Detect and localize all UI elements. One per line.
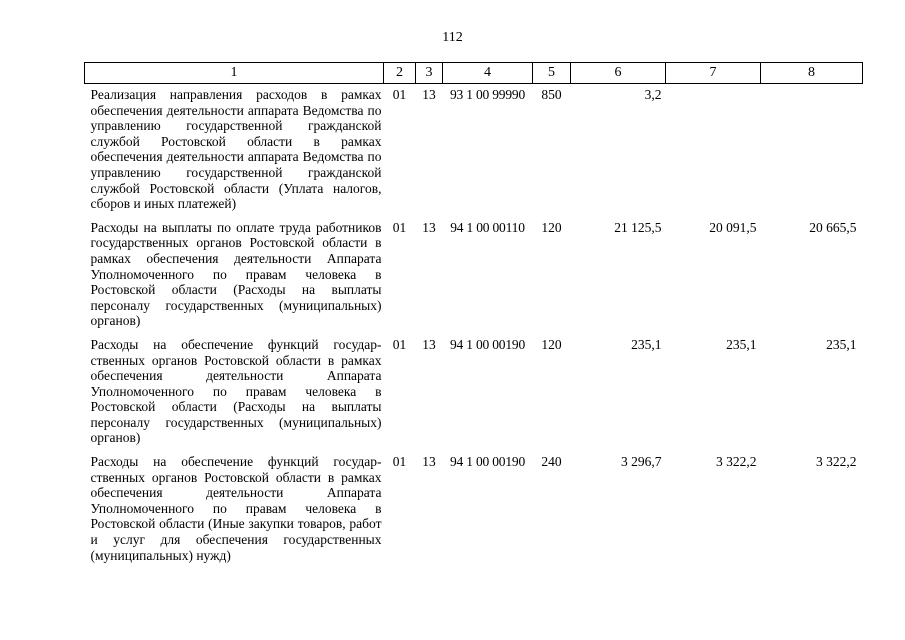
column-header-6: 6	[571, 63, 666, 84]
row-expense-type: 240	[541, 454, 562, 470]
table-row	[85, 84, 863, 216]
row-target-article: 94 1 00 00190	[449, 454, 526, 470]
row-target-article: 94 1 00 00190	[449, 336, 526, 352]
row-amount-6: 235,1	[631, 336, 662, 352]
row-amount-8	[761, 84, 863, 216]
row-amount-8: 235,1	[826, 336, 857, 352]
column-header-3: 3	[416, 63, 443, 84]
row-expense-type: 120	[541, 219, 562, 235]
row-amount-6: 21 125,5	[614, 219, 662, 235]
row-description: Реализация направления расходов в рамках обеспечения деятельности аппарата Ведомства по управлению государственной гражданской службой Ростовской области в рамках обеспечения деятельности аппарата Ведомства по управлению государственной гражданской службой Ростовской области (Уплата налогов, сборов и иных платежей)	[90, 87, 382, 212]
row-description: Расходы на обеспечение функций государственных органов Ростовской области в рамках обеспечения деятельности Аппарата Уполномоченного по правам человека в Ростовской области (Иные закупки товаров, работ и услуг для обеспечения государственных (муниципальных) нужд)	[90, 454, 382, 563]
row-target-article: 93 1 00 99990	[449, 87, 526, 102]
column-header-8: 8	[761, 63, 863, 84]
row-section: 01	[392, 219, 407, 235]
row-target-article: 94 1 00 00110	[450, 219, 525, 235]
column-header-1: 1	[85, 63, 384, 84]
row-amount-7: 3 322,2	[716, 454, 757, 470]
table-row	[85, 450, 863, 567]
row-subsection: 13	[422, 87, 436, 102]
table-header	[85, 63, 863, 84]
row-section: 01	[392, 454, 407, 470]
table-row	[85, 216, 863, 333]
row-amount-6: 3,2	[644, 87, 662, 102]
row-amount-7: 20 091,5	[709, 219, 757, 235]
row-subsection: 13	[422, 454, 436, 470]
column-header-5: 5	[533, 63, 571, 84]
table-row	[85, 333, 863, 450]
budget-table	[84, 62, 863, 567]
row-amount-7: 235,1	[726, 336, 757, 352]
row-section: 01	[392, 87, 407, 102]
row-description: Расходы на выплаты по оплате труда работников государственных органов Ростовской области в рамках обеспечения деятельности Аппарата Уполномоченного по правам человека в Ростовской области (Расходы на выплаты персоналу государственных (муниципальных) органов)	[90, 219, 382, 329]
row-amount-7	[666, 84, 761, 216]
row-expense-type: 120	[541, 336, 562, 352]
row-amount-6: 3 296,7	[621, 454, 662, 470]
column-header-2: 2	[384, 63, 416, 84]
column-header-4: 4	[443, 63, 533, 84]
row-section: 01	[392, 336, 407, 352]
row-subsection: 13	[422, 336, 436, 352]
row-amount-8: 3 322,2	[816, 454, 857, 470]
row-subsection: 13	[422, 219, 436, 235]
column-header-7: 7	[666, 63, 761, 84]
row-description: Расходы на обеспечение функций государственных органов Ростовской области в рамках обеспечения деятельности Аппарата Уполномоченного по правам человека в Ростовской области (Расходы на выплаты персоналу государственных (муниципальных) органов)	[90, 336, 382, 446]
table-body	[85, 84, 863, 568]
page-number: 112	[442, 30, 463, 45]
row-expense-type: 850	[541, 87, 562, 102]
header-row	[85, 63, 863, 84]
row-amount-8: 20 665,5	[809, 219, 857, 235]
